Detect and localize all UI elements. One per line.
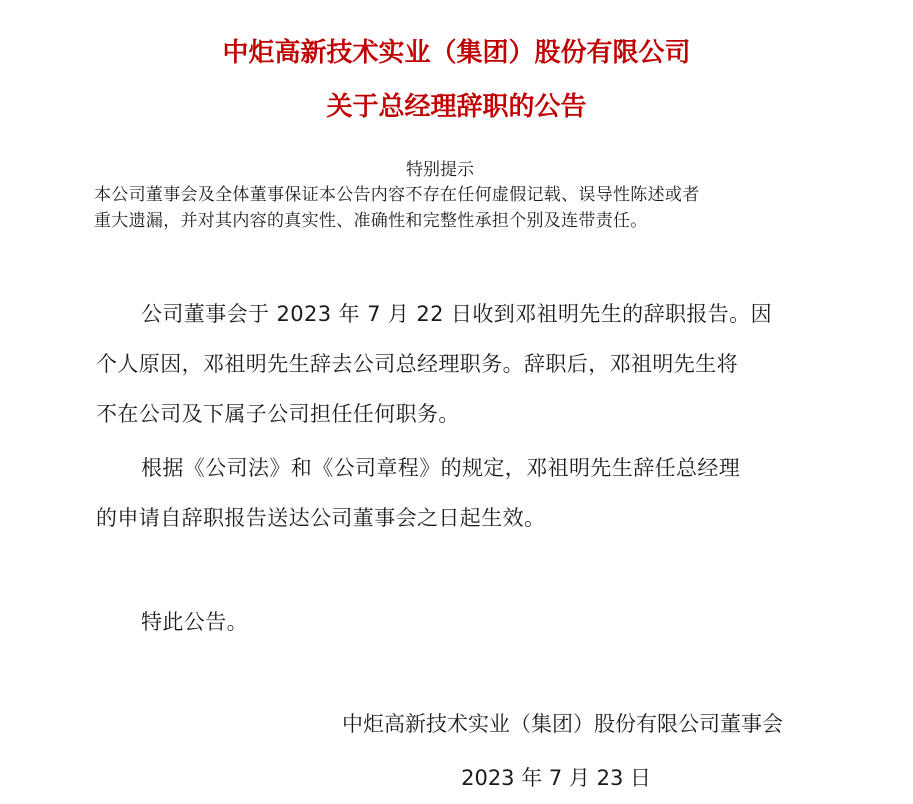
special-notice-text	[94, 182, 794, 234]
paragraph-line: 公司董事会于 2023 年 7 月 22 日收到邓祖明先生的辞职报告。因	[141, 302, 772, 326]
body-paragraph-effective	[96, 443, 796, 543]
notice-line: 重大遗漏，并对其内容的真实性、准确性和完整性承担个别及连带责任。	[94, 211, 648, 231]
paragraph-line: 根据《公司法》和《公司章程》的规定，邓祖明先生辞任总经理	[141, 456, 741, 480]
special-notice-heading: 特别提示	[406, 160, 474, 180]
announcement-title: 关于总经理辞职的公告	[326, 92, 587, 122]
body-paragraph-closing	[96, 597, 796, 647]
body-paragraph-resignation	[96, 289, 796, 439]
paragraph-line: 不在公司及下属子公司担任任何职务。	[96, 402, 460, 426]
paragraph-line: 的申请自辞职报告送达公司董事会之日起生效。	[96, 506, 546, 530]
paragraph-line: 个人原因，邓祖明先生辞去公司总经理职务。辞职后，邓祖明先生将	[96, 352, 738, 376]
announcement-date: 2023 年 7 月 23 日	[461, 766, 651, 790]
board-signature: 中炬高新技术实业（集团）股份有限公司董事会	[342, 712, 783, 736]
company-title: 中炬高新技术实业（集团）股份有限公司	[222, 38, 691, 68]
paragraph-line: 特此公告。	[141, 610, 248, 634]
notice-line: 本公司董事会及全体董事保证本公告内容不存在任何虚假记载、误导性陈述或者	[94, 185, 700, 205]
